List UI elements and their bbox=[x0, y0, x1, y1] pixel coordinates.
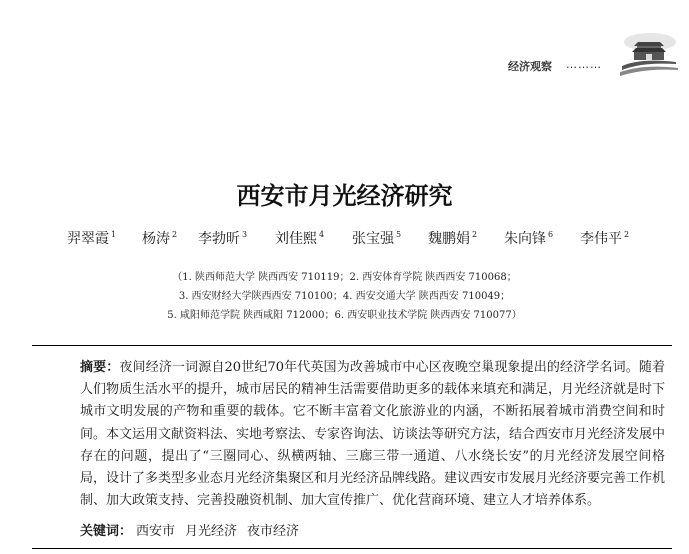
abstract-bottom-rule bbox=[32, 548, 672, 549]
author-name: 杨涛 bbox=[142, 231, 170, 247]
keywords-label: 关键词： bbox=[80, 524, 133, 539]
paper-title: 西安市月光经济研究 bbox=[236, 182, 453, 210]
affiliation-line: （1. 陕西师范大学 陕西西安 710119；2. 西安体育学院 陕西西安 710068； bbox=[172, 272, 517, 283]
abstract-top-rule bbox=[32, 345, 672, 346]
author bbox=[352, 228, 401, 248]
author bbox=[198, 228, 247, 248]
author bbox=[580, 228, 629, 248]
author-affiliation-mark: 2 bbox=[624, 230, 630, 240]
page-header bbox=[0, 0, 689, 80]
author-name: 朱向锋 bbox=[504, 231, 546, 247]
author-name: 魏鹏娟 bbox=[428, 231, 470, 247]
author-affiliation-mark: 1 bbox=[111, 230, 117, 240]
section-label: 经济观察 bbox=[508, 60, 552, 73]
author-name: 李勃昕 bbox=[198, 231, 240, 247]
author-name: 羿翠霞 bbox=[67, 231, 109, 247]
author bbox=[142, 228, 177, 248]
author-affiliation-mark: 3 bbox=[242, 230, 248, 240]
abstract-label: 摘要： bbox=[80, 360, 120, 375]
author bbox=[428, 228, 477, 248]
author bbox=[504, 228, 553, 248]
city-gate-logo-icon bbox=[620, 32, 678, 78]
abstract-text: 夜间经济一词源自20世纪70年代英国为改善城市中心区夜晚空巢现象提出的经济学名词。随着人们物质生活水平的提升，城市居民的精神生活需要借助更多的载体来填充和满足，月光经济就是时下城市文明发展的产物和重要的载体。它不断丰富着文化旅游业的内涵，不断拓展着城市消费空间和时间。本文运用文献资料法、实地考察法、专家咨询法、访谈法等研究方法，结合西安市月光经济发展中存在的问题，提出了“三圈同心、纵横两轴、三廊三带一通道、八水绕长安”的月光经济发展空间格局，设计了多类型多业态月光经济集聚区和月光经济品牌线路。建议西安市发展月光经济要完善工作机制、加大政策支持、完善投融资机制、加大宣传推广、优化营商环境、建立人才培养体系。 bbox=[80, 360, 666, 509]
keyword: 月光经济 bbox=[185, 524, 238, 539]
keyword: 夜市经济 bbox=[247, 524, 300, 539]
author-affiliation-mark: 5 bbox=[396, 230, 402, 240]
author bbox=[67, 228, 116, 248]
affiliation-line: 3. 西安财经大学陕西西安 710100；4. 西安交通大学 陕西西安 710049； bbox=[178, 291, 511, 302]
keywords bbox=[80, 520, 299, 539]
author-affiliation-mark: 2 bbox=[172, 230, 178, 240]
affiliation-line: 5. 咸阳师范学院 陕西咸阳 712000；6. 西安职业技术学院 陕西西安 710077） bbox=[167, 310, 522, 321]
author bbox=[275, 228, 324, 248]
author-name: 张宝强 bbox=[352, 231, 394, 247]
abstract-paragraph bbox=[80, 357, 665, 512]
keyword: 西安市 bbox=[136, 524, 176, 539]
author-affiliation-mark: 2 bbox=[472, 230, 478, 240]
author-name: 刘佳熙 bbox=[275, 231, 317, 247]
author-affiliation-mark: 6 bbox=[548, 230, 554, 240]
abstract bbox=[80, 357, 665, 512]
author-name: 李伟平 bbox=[580, 231, 622, 247]
section-dots: ……… bbox=[566, 58, 602, 71]
author-affiliation-mark: 4 bbox=[319, 230, 325, 240]
